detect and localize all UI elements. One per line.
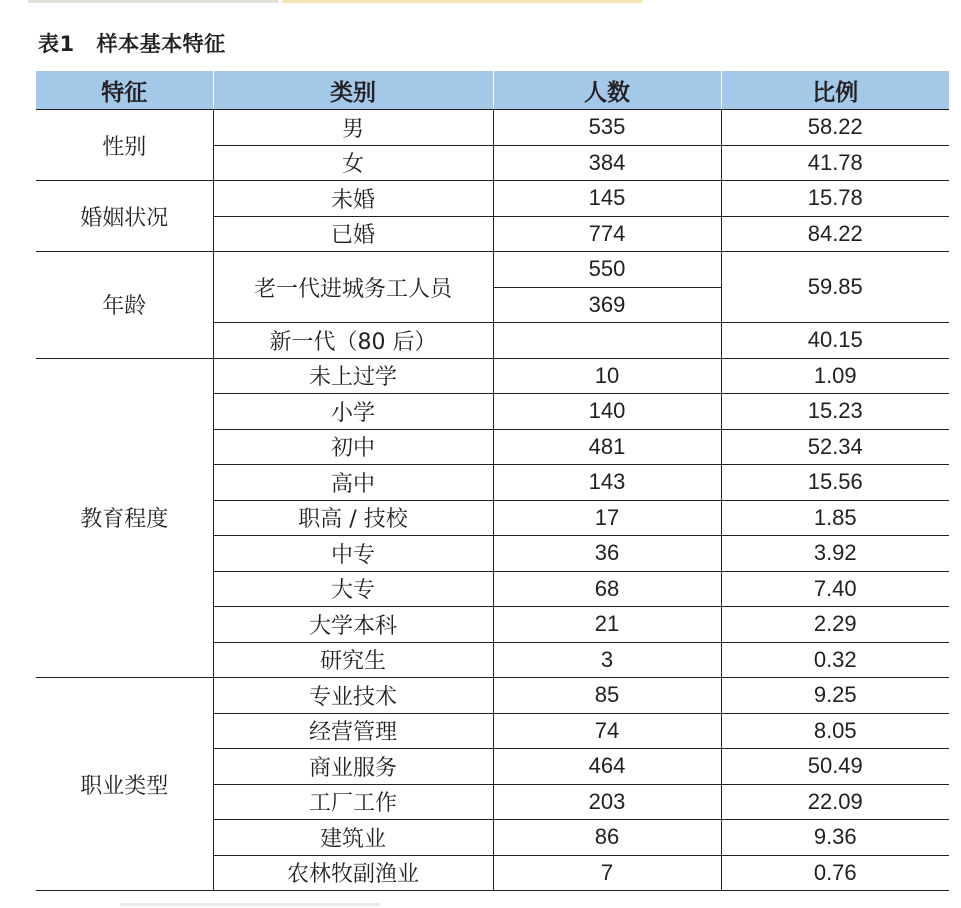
- table-caption: [38, 28, 226, 58]
- count-cell: 143: [493, 465, 721, 501]
- category-cell: 经营管理: [213, 713, 493, 749]
- count-cell: 464: [493, 749, 721, 785]
- count-cell: 535: [493, 110, 721, 146]
- count-cell: 140: [493, 394, 721, 430]
- ratio-cell: 0.32: [721, 642, 949, 678]
- table-row: [36, 678, 949, 714]
- table-number: 表1: [38, 32, 75, 56]
- category-cell: 新一代（80 后）: [213, 323, 493, 359]
- header-count: 人数: [493, 71, 721, 110]
- header-category: 类别: [213, 71, 493, 110]
- header-feature: 特征: [36, 71, 213, 110]
- category-cell: 已婚: [213, 216, 493, 252]
- count-cell: 384: [493, 145, 721, 181]
- count-cell: 17: [493, 500, 721, 536]
- header-ratio: 比例: [721, 71, 949, 110]
- category-cell: 建筑业: [213, 820, 493, 856]
- ratio-cell: 3.92: [721, 536, 949, 572]
- header-row: [36, 71, 949, 110]
- count-cell: 550: [493, 252, 721, 288]
- category-cell: 大专: [213, 571, 493, 607]
- count-cell: 481: [493, 429, 721, 465]
- ratio-cell: 41.78: [721, 145, 949, 181]
- count-cell: 21: [493, 607, 721, 643]
- count-cell: 68: [493, 571, 721, 607]
- table-row: [36, 181, 949, 217]
- ratio-cell: 84.22: [721, 216, 949, 252]
- category-cell: 女: [213, 145, 493, 181]
- count-cell: 7: [493, 855, 721, 891]
- ratio-cell: 40.15: [721, 323, 949, 359]
- ratio-cell: 1.85: [721, 500, 949, 536]
- cropped-previous-line: [0, 0, 961, 6]
- count-cell: 86: [493, 820, 721, 856]
- feature-marriage: 婚姻状况: [36, 181, 213, 252]
- count-cell: 3: [493, 642, 721, 678]
- count-cell: 369: [493, 287, 721, 323]
- ratio-cell: 15.78: [721, 181, 949, 217]
- cropped-highlight-fragment: [282, 0, 642, 3]
- category-cell: 老一代进城务工人员: [213, 252, 493, 323]
- ratio-cell: 0.76: [721, 855, 949, 891]
- count-cell: 774: [493, 216, 721, 252]
- ratio-cell: 2.29: [721, 607, 949, 643]
- count-cell: 203: [493, 784, 721, 820]
- table-title: 样本基本特征: [96, 32, 226, 56]
- category-cell: 大学本科: [213, 607, 493, 643]
- feature-age: 年龄: [36, 252, 213, 359]
- ratio-cell: 15.56: [721, 465, 949, 501]
- ratio-cell: 1.09: [721, 358, 949, 394]
- ratio-cell: 50.49: [721, 749, 949, 785]
- category-cell: 未上过学: [213, 358, 493, 394]
- ratio-cell: 9.36: [721, 820, 949, 856]
- ratio-cell: 15.23: [721, 394, 949, 430]
- category-cell: 初中: [213, 429, 493, 465]
- feature-occupation: 职业类型: [36, 678, 213, 891]
- count-cell: 145: [493, 181, 721, 217]
- category-cell: 高中: [213, 465, 493, 501]
- ratio-cell: 7.40: [721, 571, 949, 607]
- cropped-next-line: [120, 903, 380, 906]
- sample-characteristics-table: [36, 71, 949, 891]
- cropped-text-fragment: [28, 0, 278, 3]
- table-row: [36, 110, 949, 146]
- count-cell: 74: [493, 713, 721, 749]
- category-cell: 未婚: [213, 181, 493, 217]
- category-cell: 农林牧副渔业: [213, 855, 493, 891]
- feature-gender: 性别: [36, 110, 213, 181]
- count-cell: 85: [493, 678, 721, 714]
- ratio-cell: 58.22: [721, 110, 949, 146]
- feature-education: 教育程度: [36, 358, 213, 678]
- category-cell: 商业服务: [213, 749, 493, 785]
- ratio-cell: 8.05: [721, 713, 949, 749]
- ratio-cell: 59.85: [721, 252, 949, 323]
- category-cell: 研究生: [213, 642, 493, 678]
- category-cell: 男: [213, 110, 493, 146]
- category-cell: 专业技术: [213, 678, 493, 714]
- category-cell: 中专: [213, 536, 493, 572]
- count-cell-empty: [493, 323, 721, 359]
- ratio-cell: 52.34: [721, 429, 949, 465]
- table-row: [36, 252, 949, 288]
- category-cell: 工厂工作: [213, 784, 493, 820]
- category-cell: 职高 / 技校: [213, 500, 493, 536]
- ratio-cell: 9.25: [721, 678, 949, 714]
- category-cell: 小学: [213, 394, 493, 430]
- count-cell: 36: [493, 536, 721, 572]
- count-cell: 10: [493, 358, 721, 394]
- ratio-cell: 22.09: [721, 784, 949, 820]
- table-row: [36, 358, 949, 394]
